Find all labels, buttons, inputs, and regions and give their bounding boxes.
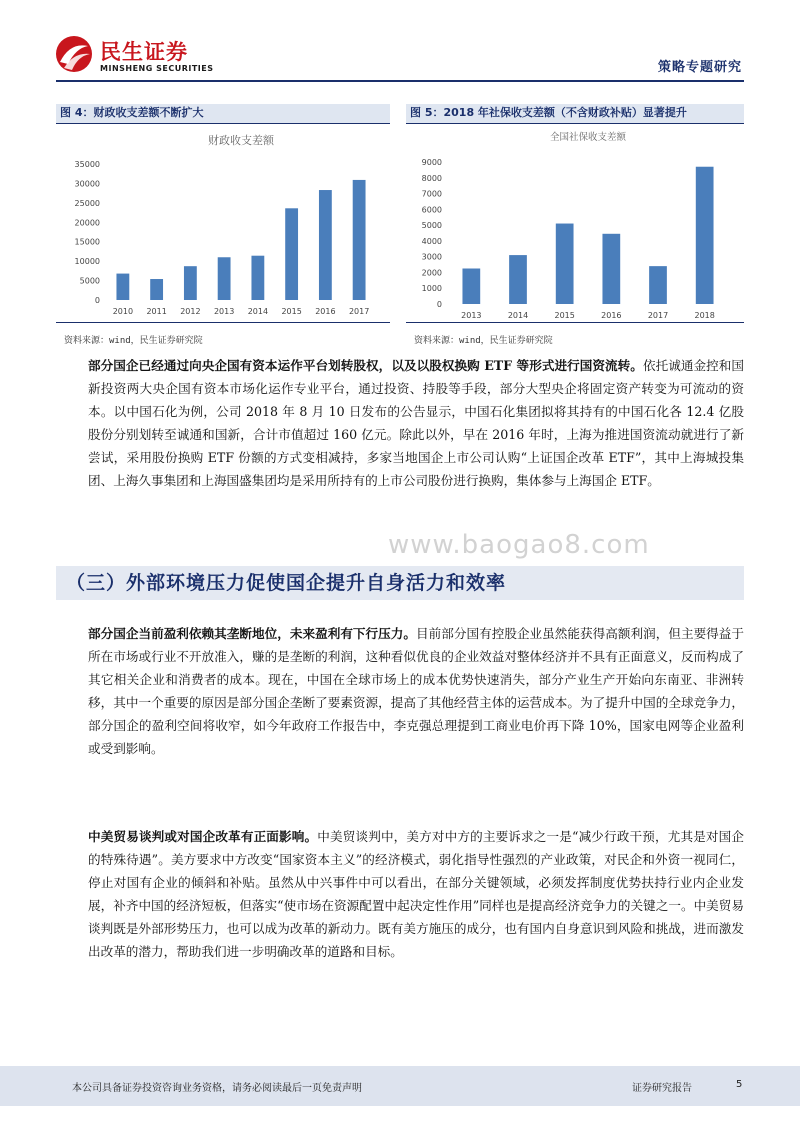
bar-2017 [353,180,366,300]
social-security-chart-svg [406,126,744,322]
bar-2013 [218,257,231,300]
bar-2018 [696,167,714,304]
figure-5-divider [406,322,744,323]
bar-2014 [251,256,264,300]
bar-2016 [319,190,332,300]
x-tick-label: 2014 [507,311,529,320]
x-tick-label: 2017 [348,307,370,316]
paragraph-trade-talks [88,825,744,963]
x-tick-label: 2017 [647,311,669,320]
bar-2014 [509,255,527,304]
figure-4-title: 图 4：财政收支差额不断扩大 [56,104,390,124]
figure-5-title: 图 5：2018 年社保收支差额（不含财政补贴）显著提升 [406,104,744,124]
bar-2017 [649,266,667,304]
y-tick-label: 3000 [421,252,442,262]
y-tick-label: 20000 [74,218,100,228]
paragraph-state-capital-transfer [88,354,744,492]
footer-report-label: 证券研究报告 [632,1083,692,1094]
bar-2013 [462,269,480,305]
x-tick-label: 2016 [601,311,622,320]
y-tick-label: 5000 [79,276,100,286]
brand-name-en: MINSHENG SECURITIES [100,64,214,73]
bar-2010 [116,274,129,300]
paragraph-text: 中美贸谈判中，美方对中方的主要诉求之一是“减少行政干预，尤其是对国企的特殊待遇”。美方要求中方改变“国家资本主义”的经济模式，弱化指导性强烈的产业政策，对民企和外资一视同仁，停止对国有企业的倾斜和补贴。虽然从中兴事件中可以看出，在部分关键领域，必须发挥制度优势扶持行业内企业发展，补齐中国的经济短板，但落实“使市场在资源配置中起决定性作用”同样也是提高经济竞争力的关键之一。中美贸易谈判既是外部形势压力，也可以成为改革的新动力。既有美方施压的成分，也有国内自身意识到风险和挑战，进而激发出改革的潜力，帮助我们进一步明确改革的道路和目标。 [88,829,744,959]
footer-disclaimer: 本公司具备证券投资咨询业务资格，请务必阅读最后一页免责声明 [72,1083,362,1094]
y-tick-label: 7000 [421,189,442,199]
minsheng-logo-icon [54,34,94,74]
figure-4-source: 资料来源：wind，民生证券研究院 [64,336,203,346]
bar-2012 [184,266,197,300]
y-tick-label: 9000 [421,158,442,167]
paragraph-lead: 中美贸易谈判或对国企改革有正面影响。 [88,829,318,844]
y-tick-label: 30000 [74,179,100,189]
y-tick-label: 2000 [421,268,442,278]
x-tick-label: 2013 [461,311,482,320]
watermark: www.baogao8.com [388,530,650,560]
y-tick-label: 8000 [421,173,442,183]
chart-title: 财政收支差额 [208,134,274,147]
page-number: 5 [736,1079,743,1090]
fiscal-balance-chart-svg [56,126,390,322]
paragraph-text: 依托诚通金控和国新投资两大央企国有资本市场化运作专业平台，通过投资、持股等手段，部分大型央企将固定资产转变为可流动的资本。以中国石化为例，公司 2018 年 8 月 10 日发布的公告显示，中国石化集团拟将其持有的中国石化各 12.4 亿股股份分别划转至诚通和国新，合计市值超过 160 亿元。除此以外，早在 2016 年时，上海为推进国资流动就进行了新尝试，采用股份换购 ETF 份额的方式变相减持，多家当地国企上市公司认购“上证国企改革 ETF”，其中上海城投集团、上海久事集团和上海国盛集团均是采用所持有的上市公司股份进行换购，集体参与上海国企 ETF。 [88,358,744,488]
x-tick-label: 2014 [247,307,269,316]
x-tick-label: 2012 [180,307,201,316]
paragraph-text: 目前部分国有控股企业虽然能获得高额利润，但主要得益于所在市场或行业不开放准入，赚的是垄断的利润，这种看似优良的企业效益对整体经济并不具有正面意义，反而构成了其它相关企业和消费者的成本。现在，中国在全球市场上的成本优势快速消失，部分产业生产开始向东南亚、非洲转移，其中一个重要的原因是部分国企垄断了要素资源，提高了其他经营主体的运营成本。为了提升中国的全球竞争力，部分国企的盈利空间将收窄，如今年政府工作报告中，李克强总理提到工商业电价再下降 10%，国家电网等企业盈利或受到影响。 [88,626,745,756]
y-tick-label: 5000 [421,221,442,231]
brand-name-cn: 民生证券 [100,40,188,64]
x-tick-label: 2015 [554,311,575,320]
y-tick-label: 0 [94,296,100,305]
y-tick-label: 25000 [74,198,100,208]
bar-2016 [602,234,620,304]
header-divider [56,80,744,82]
x-tick-label: 2016 [315,307,336,316]
y-tick-label: 10000 [74,257,100,267]
x-tick-label: 2010 [112,307,134,316]
figure-5-source: 资料来源：wind，民生证券研究院 [414,336,553,346]
bar-2015 [556,224,574,304]
report-type: 策略专题研究 [657,60,742,75]
fiscal-balance-chart [56,126,390,322]
y-tick-label: 35000 [74,160,100,169]
figure-4-divider [56,322,390,323]
bar-2011 [150,279,163,300]
y-tick-label: 0 [436,300,442,309]
x-tick-label: 2018 [694,311,715,320]
y-tick-label: 1000 [421,284,442,294]
paragraph-lead: 部分国企已经通过向央企国有资本运作平台划转股权，以及以股权换购 ETF 等形式进行国资流转。 [88,358,643,373]
paragraph-lead: 部分国企当前盈利依赖其垄断地位，未来盈利有下行压力。 [88,626,417,641]
y-tick-label: 15000 [74,237,100,247]
page-header [0,0,800,84]
y-tick-label: 4000 [421,236,442,246]
bar-2015 [285,208,298,300]
section-title: （三）外部环境压力促使国企提升自身活力和效率 [66,572,507,594]
x-tick-label: 2013 [213,307,235,316]
paragraph-monopoly-profit [88,622,744,760]
x-tick-label: 2015 [281,307,302,316]
social-security-chart [406,126,744,322]
chart-title: 全国社保收支差额 [549,132,627,143]
y-tick-label: 6000 [421,205,442,215]
x-tick-label: 2011 [146,307,167,316]
